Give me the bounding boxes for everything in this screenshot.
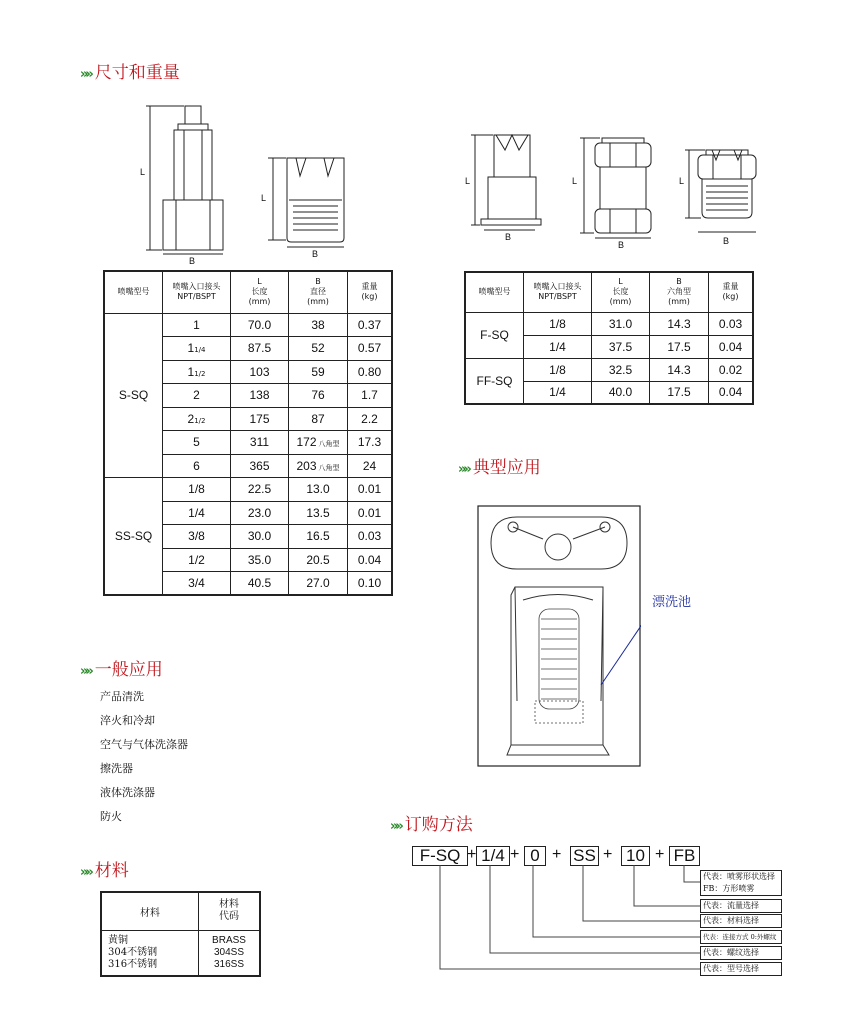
th-length: L 长度 (mm) <box>592 272 650 312</box>
model-cell: S-SQ <box>104 313 163 478</box>
list-item: 液体洗涤器 <box>100 786 155 799</box>
diameter-cell: 16.5 <box>289 525 348 549</box>
diameter-cell: 38 <box>289 313 348 337</box>
table-cell: 311 <box>231 431 289 455</box>
order-box-flow: 10 <box>621 846 650 866</box>
diameter-cell: 52 <box>289 337 348 361</box>
material-codes: BRASS 304SS 316SS <box>199 930 261 976</box>
legend-connection: 代表：连接方式 0:外螺纹 <box>700 930 782 944</box>
table-cell: 0.03 <box>709 312 754 335</box>
model-cell: F-SQ <box>465 312 524 358</box>
table-cell: 175 <box>231 407 289 431</box>
list-item: 防火 <box>100 810 122 823</box>
table-cell: 22.5 <box>231 478 289 502</box>
order-box-thread: 1/4 <box>476 846 510 866</box>
arrow-icon: »» <box>80 67 91 82</box>
dim-l-1: L <box>140 167 146 177</box>
inlet-cell: 5 <box>163 431 231 455</box>
table-cell: 1.7 <box>348 384 393 408</box>
model-cell: FF-SQ <box>465 358 524 404</box>
table-cell: 0.04 <box>348 548 393 572</box>
th-diameter: B 直径 (mm) <box>289 271 348 313</box>
dim-b-5: B <box>723 236 730 246</box>
diameter-cell: 172 八角型 <box>289 431 348 455</box>
dim-b-2: B <box>312 249 319 259</box>
inlet-cell: 3/8 <box>163 525 231 549</box>
table-cell: 32.5 <box>592 358 650 381</box>
dim-l-2: L <box>261 193 267 203</box>
table-cell: 24 <box>348 454 393 478</box>
material-code-header: 材料 代码 <box>199 892 261 930</box>
table-cell: 103 <box>231 360 289 384</box>
th-weight: 重量 (kg) <box>348 271 393 313</box>
th-inlet: 喷嘴入口接头 NPT/BSPT <box>163 271 231 313</box>
material-header: 材料 <box>101 892 199 930</box>
order-plus: + <box>510 846 520 863</box>
inlet-cell: 1/4 <box>163 501 231 525</box>
table-cell: 17.3 <box>348 431 393 455</box>
section-typical: »» 典型应用 <box>458 458 541 478</box>
table-cell: 1/4 <box>524 381 592 404</box>
section-material: »» 材料 <box>80 861 129 881</box>
table-cell: 1/4 <box>524 335 592 358</box>
table-cell: 37.5 <box>592 335 650 358</box>
section-general: »» 一般应用 <box>80 660 163 680</box>
th-weight: 重量 (kg) <box>709 272 754 312</box>
inlet-cell: 11/4 <box>163 337 231 361</box>
legend-model: 代表：型号选择 <box>700 962 782 976</box>
arrow-icon: »» <box>390 819 401 834</box>
th-length: L 长度 (mm) <box>231 271 289 313</box>
table-cell: 31.0 <box>592 312 650 335</box>
table-cell: 1/8 <box>524 312 592 335</box>
model-cell: SS-SQ <box>104 478 163 596</box>
dim-l-4: L <box>572 176 578 186</box>
dim-b-1: B <box>189 256 196 266</box>
order-box-material: SS <box>570 846 599 866</box>
table-cell: 14.3 <box>650 312 709 335</box>
inlet-cell: 21/2 <box>163 407 231 431</box>
table-cell: 0.01 <box>348 478 393 502</box>
table-cell: 87.5 <box>231 337 289 361</box>
legend-flow: 代表：流量选择 <box>700 899 782 913</box>
diameter-cell: 76 <box>289 384 348 408</box>
section-ordering: »» 订购方法 <box>390 815 473 835</box>
order-box-spray: FB <box>669 846 700 866</box>
inlet-cell: 2 <box>163 384 231 408</box>
diameter-cell: 20.5 <box>289 548 348 572</box>
inlet-cell: 6 <box>163 454 231 478</box>
dim-l-3: L <box>465 176 471 186</box>
table-cell: 40.0 <box>592 381 650 404</box>
arrow-icon: »» <box>458 462 469 477</box>
table-cell: 17.5 <box>650 335 709 358</box>
table-cell: 23.0 <box>231 501 289 525</box>
diameter-cell: 203 八角型 <box>289 454 348 478</box>
order-box-connection: 0 <box>524 846 546 866</box>
table-cell: 40.5 <box>231 572 289 596</box>
legend-thread: 代表：螺纹选择 <box>700 946 782 960</box>
table-cell: 0.57 <box>348 337 393 361</box>
list-item: 擦洗器 <box>100 762 133 775</box>
order-plus: + <box>552 846 562 863</box>
inlet-cell: 1 <box>163 313 231 337</box>
section-dimensions: »» 尺寸和重量 <box>80 63 180 83</box>
inlet-cell: 1/8 <box>163 478 231 502</box>
order-plus: + <box>467 846 477 863</box>
order-plus: + <box>603 846 613 863</box>
inlet-cell: 11/2 <box>163 360 231 384</box>
order-box-model: F-SQ <box>412 846 468 866</box>
table-cell: 365 <box>231 454 289 478</box>
dim-b-3: B <box>505 232 512 242</box>
table-cell: 30.0 <box>231 525 289 549</box>
order-plus: + <box>655 846 665 863</box>
th-model: 喷嘴型号 <box>104 271 163 313</box>
list-item: 淬火和冷却 <box>100 714 155 727</box>
diameter-cell: 27.0 <box>289 572 348 596</box>
list-item: 空气与气体洗涤器 <box>100 738 188 751</box>
dim-l-5: L <box>679 176 685 186</box>
table-cell: 0.80 <box>348 360 393 384</box>
inlet-cell: 3/4 <box>163 572 231 596</box>
diameter-cell: 87 <box>289 407 348 431</box>
table-cell: 2.2 <box>348 407 393 431</box>
table-cell: 0.04 <box>709 335 754 358</box>
table-cell: 0.04 <box>709 381 754 404</box>
legend-material: 代表：材料选择 <box>700 914 782 928</box>
table-cell: 1/8 <box>524 358 592 381</box>
th-hex: B 六角型 (mm) <box>650 272 709 312</box>
table-cell: 70.0 <box>231 313 289 337</box>
table-cell: 17.5 <box>650 381 709 404</box>
table-cell: 0.37 <box>348 313 393 337</box>
table-cell: 35.0 <box>231 548 289 572</box>
inlet-cell: 1/2 <box>163 548 231 572</box>
list-item: 产品清洗 <box>100 690 144 703</box>
diameter-cell: 59 <box>289 360 348 384</box>
table-cell: 0.01 <box>348 501 393 525</box>
arrow-icon: »» <box>80 664 91 679</box>
th-model: 喷嘴型号 <box>465 272 524 312</box>
legend-spray: 代表：喷雾形状选择 FB：方形喷雾 <box>700 870 782 896</box>
arrow-icon: »» <box>80 865 91 880</box>
table-cell: 138 <box>231 384 289 408</box>
table-cell: 0.03 <box>348 525 393 549</box>
dim-b-4: B <box>618 240 625 250</box>
th-inlet: 喷嘴入口接头 NPT/BSPT <box>524 272 592 312</box>
diameter-cell: 13.5 <box>289 501 348 525</box>
table-cell: 0.02 <box>709 358 754 381</box>
table-cell: 0.10 <box>348 572 393 596</box>
rinse-tank-label: 漂洗池 <box>652 595 692 610</box>
table-cell: 14.3 <box>650 358 709 381</box>
diameter-cell: 13.0 <box>289 478 348 502</box>
material-names: 黄铜 304不锈钢 316不锈钢 <box>101 930 199 976</box>
